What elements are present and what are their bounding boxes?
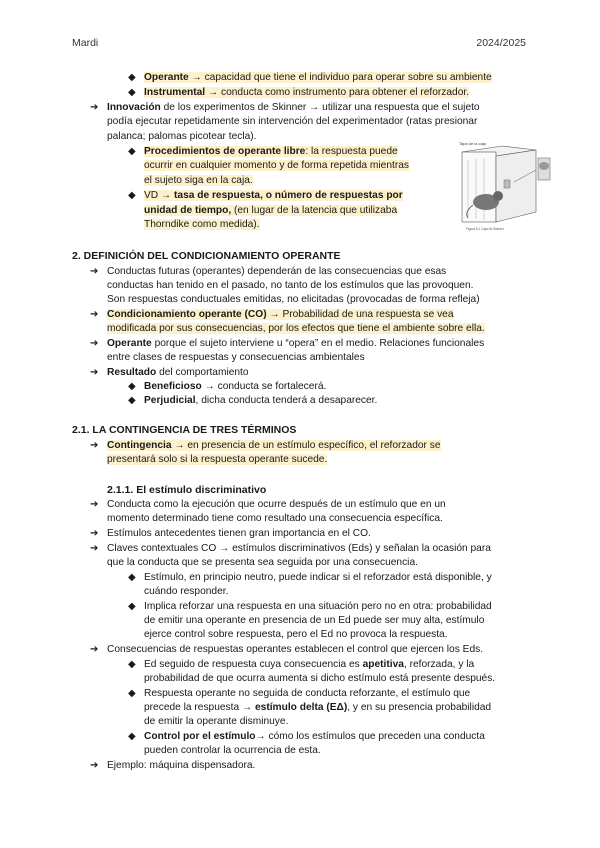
arrow-bullet-icon: ➔ [90,499,99,510]
text-line: el sujeto siga en la caja. [144,175,253,186]
list-item: Implica reforzar una respuesta en una situación pero no en otra: probabilidad [144,601,492,612]
diamond-bullet-icon: ◆ [128,146,136,157]
text-line: de emitir una operante en presencia de un Ed puede ser muy alta, estímulo [144,615,485,626]
text-line: podía ejecutar repetidamente sin intervención del experimentador (ratas presionar [107,116,478,127]
diamond-bullet-icon: ◆ [128,72,136,83]
section-heading: 2. DEFINICIÓN DEL CONDICIONAMIENTO OPERANTE [72,250,341,262]
text-line: Thorndike como medida). [144,219,260,230]
arrow-bullet-icon: ➔ [90,440,99,451]
list-item: Contingencia → en presencia de un estímulo específico, el reforzador se [107,440,441,451]
text-line: probabilidad de que ocurra aumenta si dicho estímulo está presente después. [144,673,496,684]
list-item: Consecuencias de respuestas operantes establecen el control que ejercen los Eds. [107,644,484,655]
subsection-heading: 2.1.1. El estímulo discriminativo [107,484,267,496]
diamond-bullet-icon: ◆ [128,731,136,742]
diamond-bullet-icon: ◆ [128,659,136,670]
header-left: Mardi [72,37,99,49]
diamond-bullet-icon: ◆ [128,190,136,201]
arrow-bullet-icon: ➔ [90,338,99,349]
list-item: Estímulo, en principio neutro, puede indicar si el reforzador está disponible, y [144,572,492,583]
header-right: 2024/2025 [476,37,526,49]
list-item: Conductas futuras (operantes) dependerán de las consecuencias que esas [107,266,447,277]
text-line: modificada por sus consecuencias, por los efectos que tiene el ambiente sobre ella. [107,323,485,334]
list-item: VD → tasa de respuesta, o número de respuestas por [144,190,403,201]
text-line: pueden controlar la ocurrencia de esta. [144,745,321,756]
list-item: Ed seguido de respuesta cuya consecuencia es apetitiva, reforzada, y la [144,659,475,670]
text-line: palanca; palomas picotear tecla). [107,131,257,142]
list-item: Instrumental → conducta como instrumento para obtener el reforzador. [144,87,470,98]
list-item: Operante → capacidad que tiene el individuo para operar sobre su ambiente [144,72,492,83]
list-item: Condicionamiento operante (CO) → Probabilidad de una respuesta se vea [107,309,454,320]
text-line: conductas han tenido en el pasado, no tanto de los estímulos que las provoquen. [107,280,474,291]
text-line: entre clases de respuestas y consecuencias ambientales [107,352,365,363]
figure-caption: Figura 6.1 Caja de Skinner [466,227,504,231]
arrow-bullet-icon: ➔ [90,528,99,539]
skinner-box-figure [458,140,552,232]
diamond-bullet-icon: ◆ [128,572,136,583]
list-item: Ejemplo: máquina dispensadora. [107,760,256,771]
arrow-bullet-icon: ➔ [90,760,99,771]
section-heading: 2.1. LA CONTINGENCIA DE TRES TÉRMINOS [72,424,297,436]
arrow-bullet-icon: ➔ [90,367,99,378]
figure-title: Tapa de la caja [459,141,486,146]
list-item: Control por el estímulo→ cómo los estímulos que preceden una conducta [144,731,485,742]
diamond-bullet-icon: ◆ [128,601,136,612]
list-item: Claves contextuales CO → estímulos discriminativos (Eds) y señalan la ocasión para [107,543,491,554]
arrow-bullet-icon: ➔ [90,644,99,655]
list-item: Procedimientos de operante libre: la respuesta puede [144,146,398,157]
arrow-bullet-icon: ➔ [90,266,99,277]
text-line: unidad de tiempo, (en lugar de la latencia que utilizaba [144,205,398,216]
text-line: presentará solo si la respuesta operante sucede. [107,454,328,465]
list-item: Conducta como la ejecución que ocurre después de un estímulo que en un [107,499,446,510]
list-item: Respuesta operante no seguida de conducta reforzante, el estímulo que [144,688,471,699]
text-line: momento determinado tiene como resultado una consecuencia específica. [107,513,443,524]
arrow-bullet-icon: ➔ [90,309,99,320]
text-line: Son respuestas conductuales emitidas, no elicitadas (provocadas de forma refleja) [107,294,480,305]
text-line: de emitir la operante disminuye. [144,716,289,727]
list-item: Perjudicial, dicha conducta tenderá a desaparecer. [144,395,378,406]
text-line: que la conducta que se presenta sea seguida por una consecuencia. [107,557,418,568]
text-line: cuándo responder. [144,586,229,597]
diamond-bullet-icon: ◆ [128,381,136,392]
arrow-bullet-icon: ➔ [90,102,99,113]
list-item: Estímulos antecedentes tienen gran importancia en el CO. [107,528,371,539]
list-item: Resultado del comportamiento [107,367,249,378]
list-item: Innovación de los experimentos de Skinner → utilizar una respuesta que el sujeto [107,102,480,113]
skinner-box-drawing [458,140,552,232]
text-line: ejerce control sobre respuesta, pero el Ed no provoca la respuesta. [144,629,448,640]
text-line: precede la respuesta → estímulo delta (EΔ), y en su presencia probabilidad [144,702,492,713]
arrow-bullet-icon: ➔ [90,543,99,554]
list-item: Beneficioso → conducta se fortalecerá. [144,381,327,392]
diamond-bullet-icon: ◆ [128,688,136,699]
diamond-bullet-icon: ◆ [128,395,136,406]
text-line: ocurrir en cualquier momento y de forma repetida mientras [144,160,409,171]
list-item: Operante porque el sujeto interviene u “opera” en el medio. Relaciones funcionales [107,338,485,349]
diamond-bullet-icon: ◆ [128,87,136,98]
